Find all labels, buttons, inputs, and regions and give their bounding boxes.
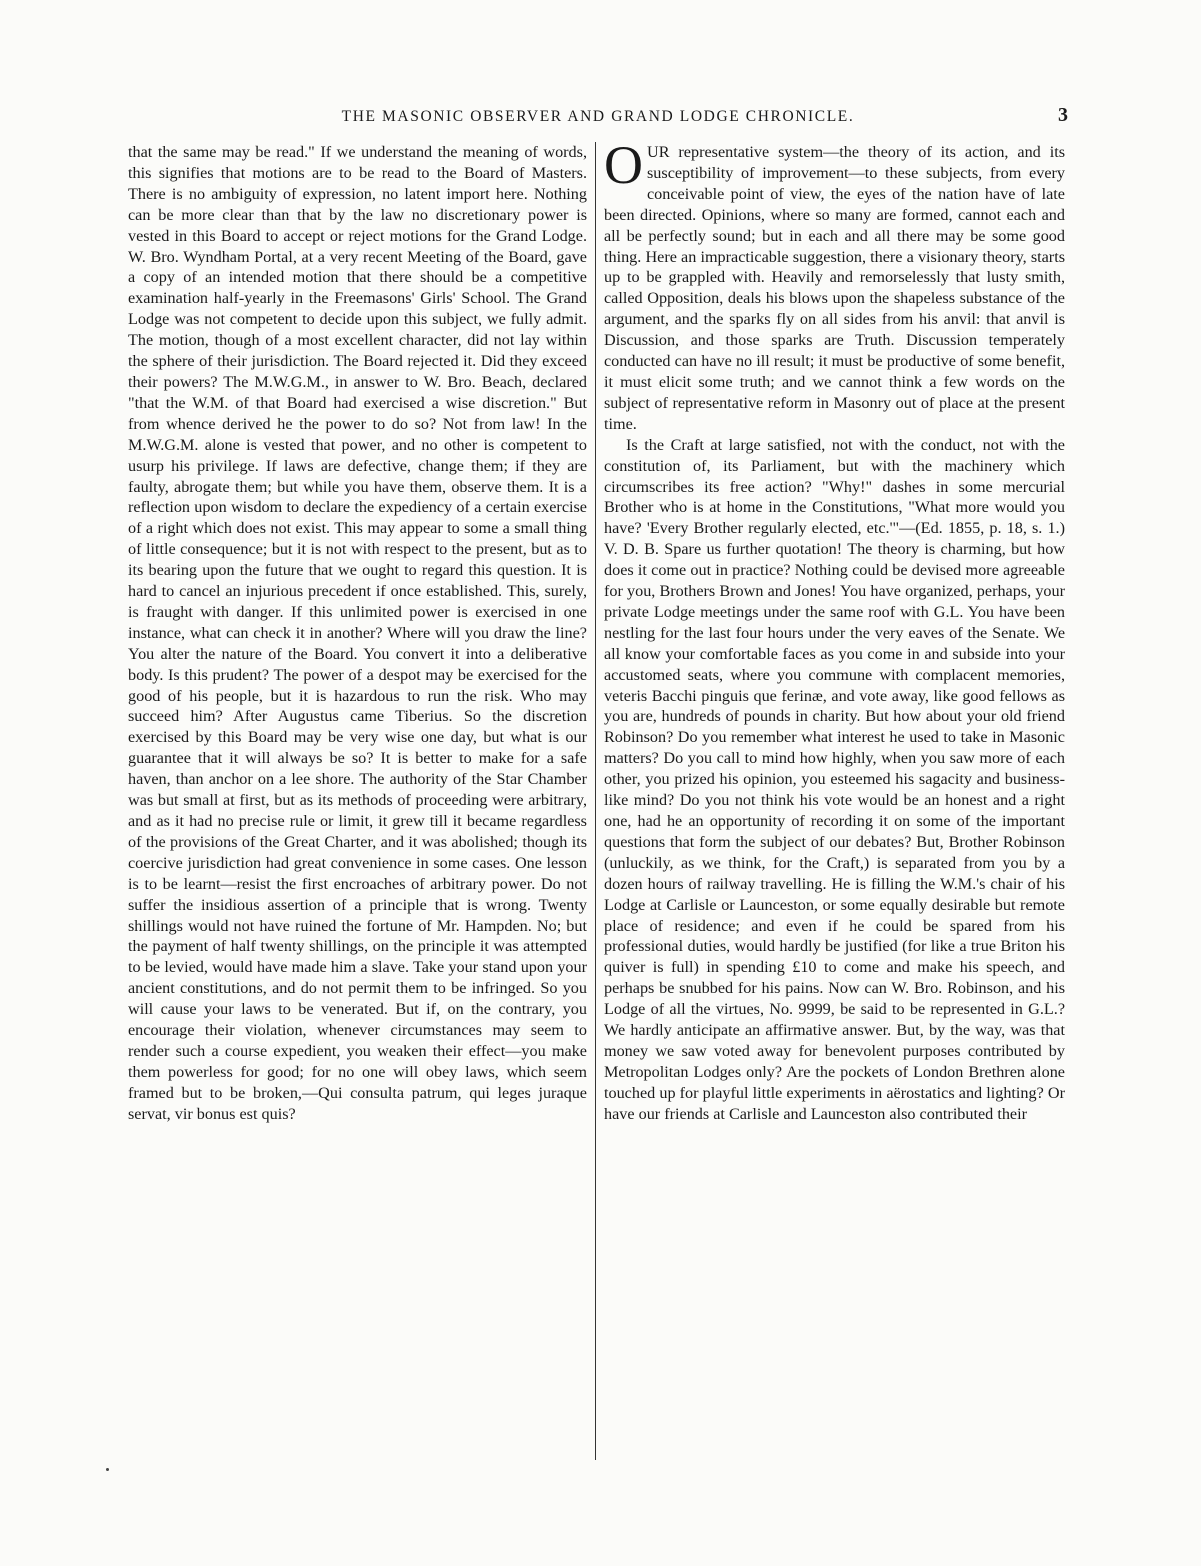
running-title: THE MASONIC OBSERVER AND GRAND LODGE CHRONICLE. [341,108,855,125]
page-number: 3 [1058,104,1068,126]
column-divider [595,142,596,1460]
right-column [604,135,1065,1125]
drop-cap: O [604,135,643,195]
left-column-paragraph: that the same may be read." If we understand the meaning of words, this signifies that motions are to be read to the Board of Masters. There is no ambiguity of expression, no latent import here. Nothing can be more clear than that by the law no discretionary power is vested in this Board to accept or reject motions for the Grand Lodge. W. Bro. Wyndham Portal, at a very recent Meeting of the Board, gave a copy of an intended motion that there should be a competitive examination half-yearly in the Freemasons' Girls' School. The Grand Lodge was not competent to decide upon this subject, we fully admit. The motion, though of a most excellent character, did not lay within the sphere of their jurisdiction. The Board rejected it. Did they exceed their powers? The M.W.G.M., in answer to W. Bro. Beach, declared "that the W.M. of that Board had exercised a wise discretion." But from whence derived he the power to do so? Not from law! In the M.W.G.M. alone is vested that power, and no other is competent to usurp his privilege. If laws are defective, change them; if they are faulty, abrogate them; but while you have them, observe them. It is a reflection upon wisdom to declare the expediency of a certain exercise of a right which does not exist. This may appear to some a small thing of little consequence; but it is not with respect to the present, but as to its bearing upon the future that we ought to regard this question. It is hard to cancel an injurious precedent if once established. This, surely, is fraught with danger. If this unlimited power is exercised in one instance, what can check it in another? Where will you draw the line? You alter the nature of the Board. You convert it into a deliberative body. Is this prudent? The power of a despot may be exercised for the good of his people, but it is hazardous to run the risk. Who may succeed him? After Augustus came Tiberius. So the discretion exercised by this Board may be very wise one day, but what is our guarantee that it will always be so? It is better to make for a safe haven, than anchor on a lee shore. The authority of the Star Chamber was but small at first, but as its methods of proceeding were arbitrary, and as it had no precise rule or limit, it grew till it became regardless of the provisions of the Great Charter, and it was abolished; though its coercive jurisdiction had great convenience in some cases. One lesson is to be learnt—resist the first encroaches of arbitrary power. Do not suffer the insidious assertion of a principle that is wrong. Twenty shillings would not have ruined the fortune of Mr. Hampden. No; but the payment of half twenty shillings, on the principle it was attempted to be levied, would have made him a slave. Take your stand upon your ancient constitutions, and do not permit them to be infringed. So you will cause your laws to be venerated. But if, on the contrary, you encourage their violation, whenever circumstances may seem to render such a course expedient, you weaken their effect—you make them powerless for good; for no one will obey laws, which seem framed but to be broken,—Qui consulta patrum, qui leges juraque servat, vir bonus est quis? [128,143,587,1123]
ink-speck [106,1468,109,1471]
left-column [128,142,587,1125]
right-column-paragraph-1 [604,135,1065,435]
paragraph-1-text: UR representative system—the theory of its action, and its susceptibility of improvement—to these subjects, from every conceivable point of view, the eyes of the nation have of late been directed. Opinions, where so many are formed, cannot each and all be perfectly sound; but in each and all there may be some good thing. Here an impracticable suggestion, there a visionary theory, starts up to be grappled with. Heavily and remorselessly that lusty smith, called Opposition, deals his blows upon the shapeless substance of the argument, and the sparks fly on all sides from his anvil: that anvil is Discussion, and those sparks are Truth. Discussion temperately conducted can have no ill result; it must be productive of some benefit, it must elicit some truth; and we cannot think a few words on the subject of representative reform in Masonry out of place at the present time. [604,143,1065,433]
page-header [128,104,1068,134]
right-column-paragraph-2: Is the Craft at large satisfied, not with the conduct, not with the constitution of, its Parliament, but with the machinery which circumscribes its free action? "Why!" dashes in some mercurial Brother who is at home in the Constitutions, "What more would you have? 'Every Brother regularly elected, etc.'"—(Ed. 1855, p. 18, s. 1.) V. D. B. Spare us further quotation! The theory is charming, but how does it come out in practice? Nothing could be devised more agreeable for you, Brothers Brown and Jones! You have organized, perhaps, your private Lodge meetings under the same roof with G.L. You have been nestling for the last four hours under the very eaves of the Senate. We all know your comfortable faces as you come in and subside into your accustomed seats, where you commune with complacent memories, veteris Bacchi pinguis que ferinæ, and vote away, like good fellows as you are, hundreds of pounds in charity. But how about your old friend Robinson? Do you remember what interest he used to take in Masonic matters? Do you call to mind how highly, when you saw more of each other, you prized his opinion, you esteemed his sagacity and business-like mind? Do you not think his vote would be an honest and a right one, had he an opportunity of recording it on some of the important questions that form the subject of our debates? But, Brother Robinson (unluckily, as we think, for the Craft,) is separated from you by a dozen hours of railway travelling. He is filling the W.M.'s chair of his Lodge at Carlisle or Launceston, or some equally desirable but remote place of residence; and even if he could be spared from his professional duties, would hardly be justified (for like a true Briton his quiver is full) in spending £10 to come and make his speech, and perhaps be snubbed for his pains. Now can W. Bro. Robinson, and his Lodge of all the virtues, No. 9999, be said to be represented in G.L.? We hardly anticipate an affirmative answer. But, by the way, was that money we saw voted away for benevolent purposes contributed by Metropolitan Lodges only? Are the pockets of London Brethren alone touched up for playful little experiments in aërostatics and lighting? Or have our friends at Carlisle and Launceston also contributed their [604,435,1065,1123]
